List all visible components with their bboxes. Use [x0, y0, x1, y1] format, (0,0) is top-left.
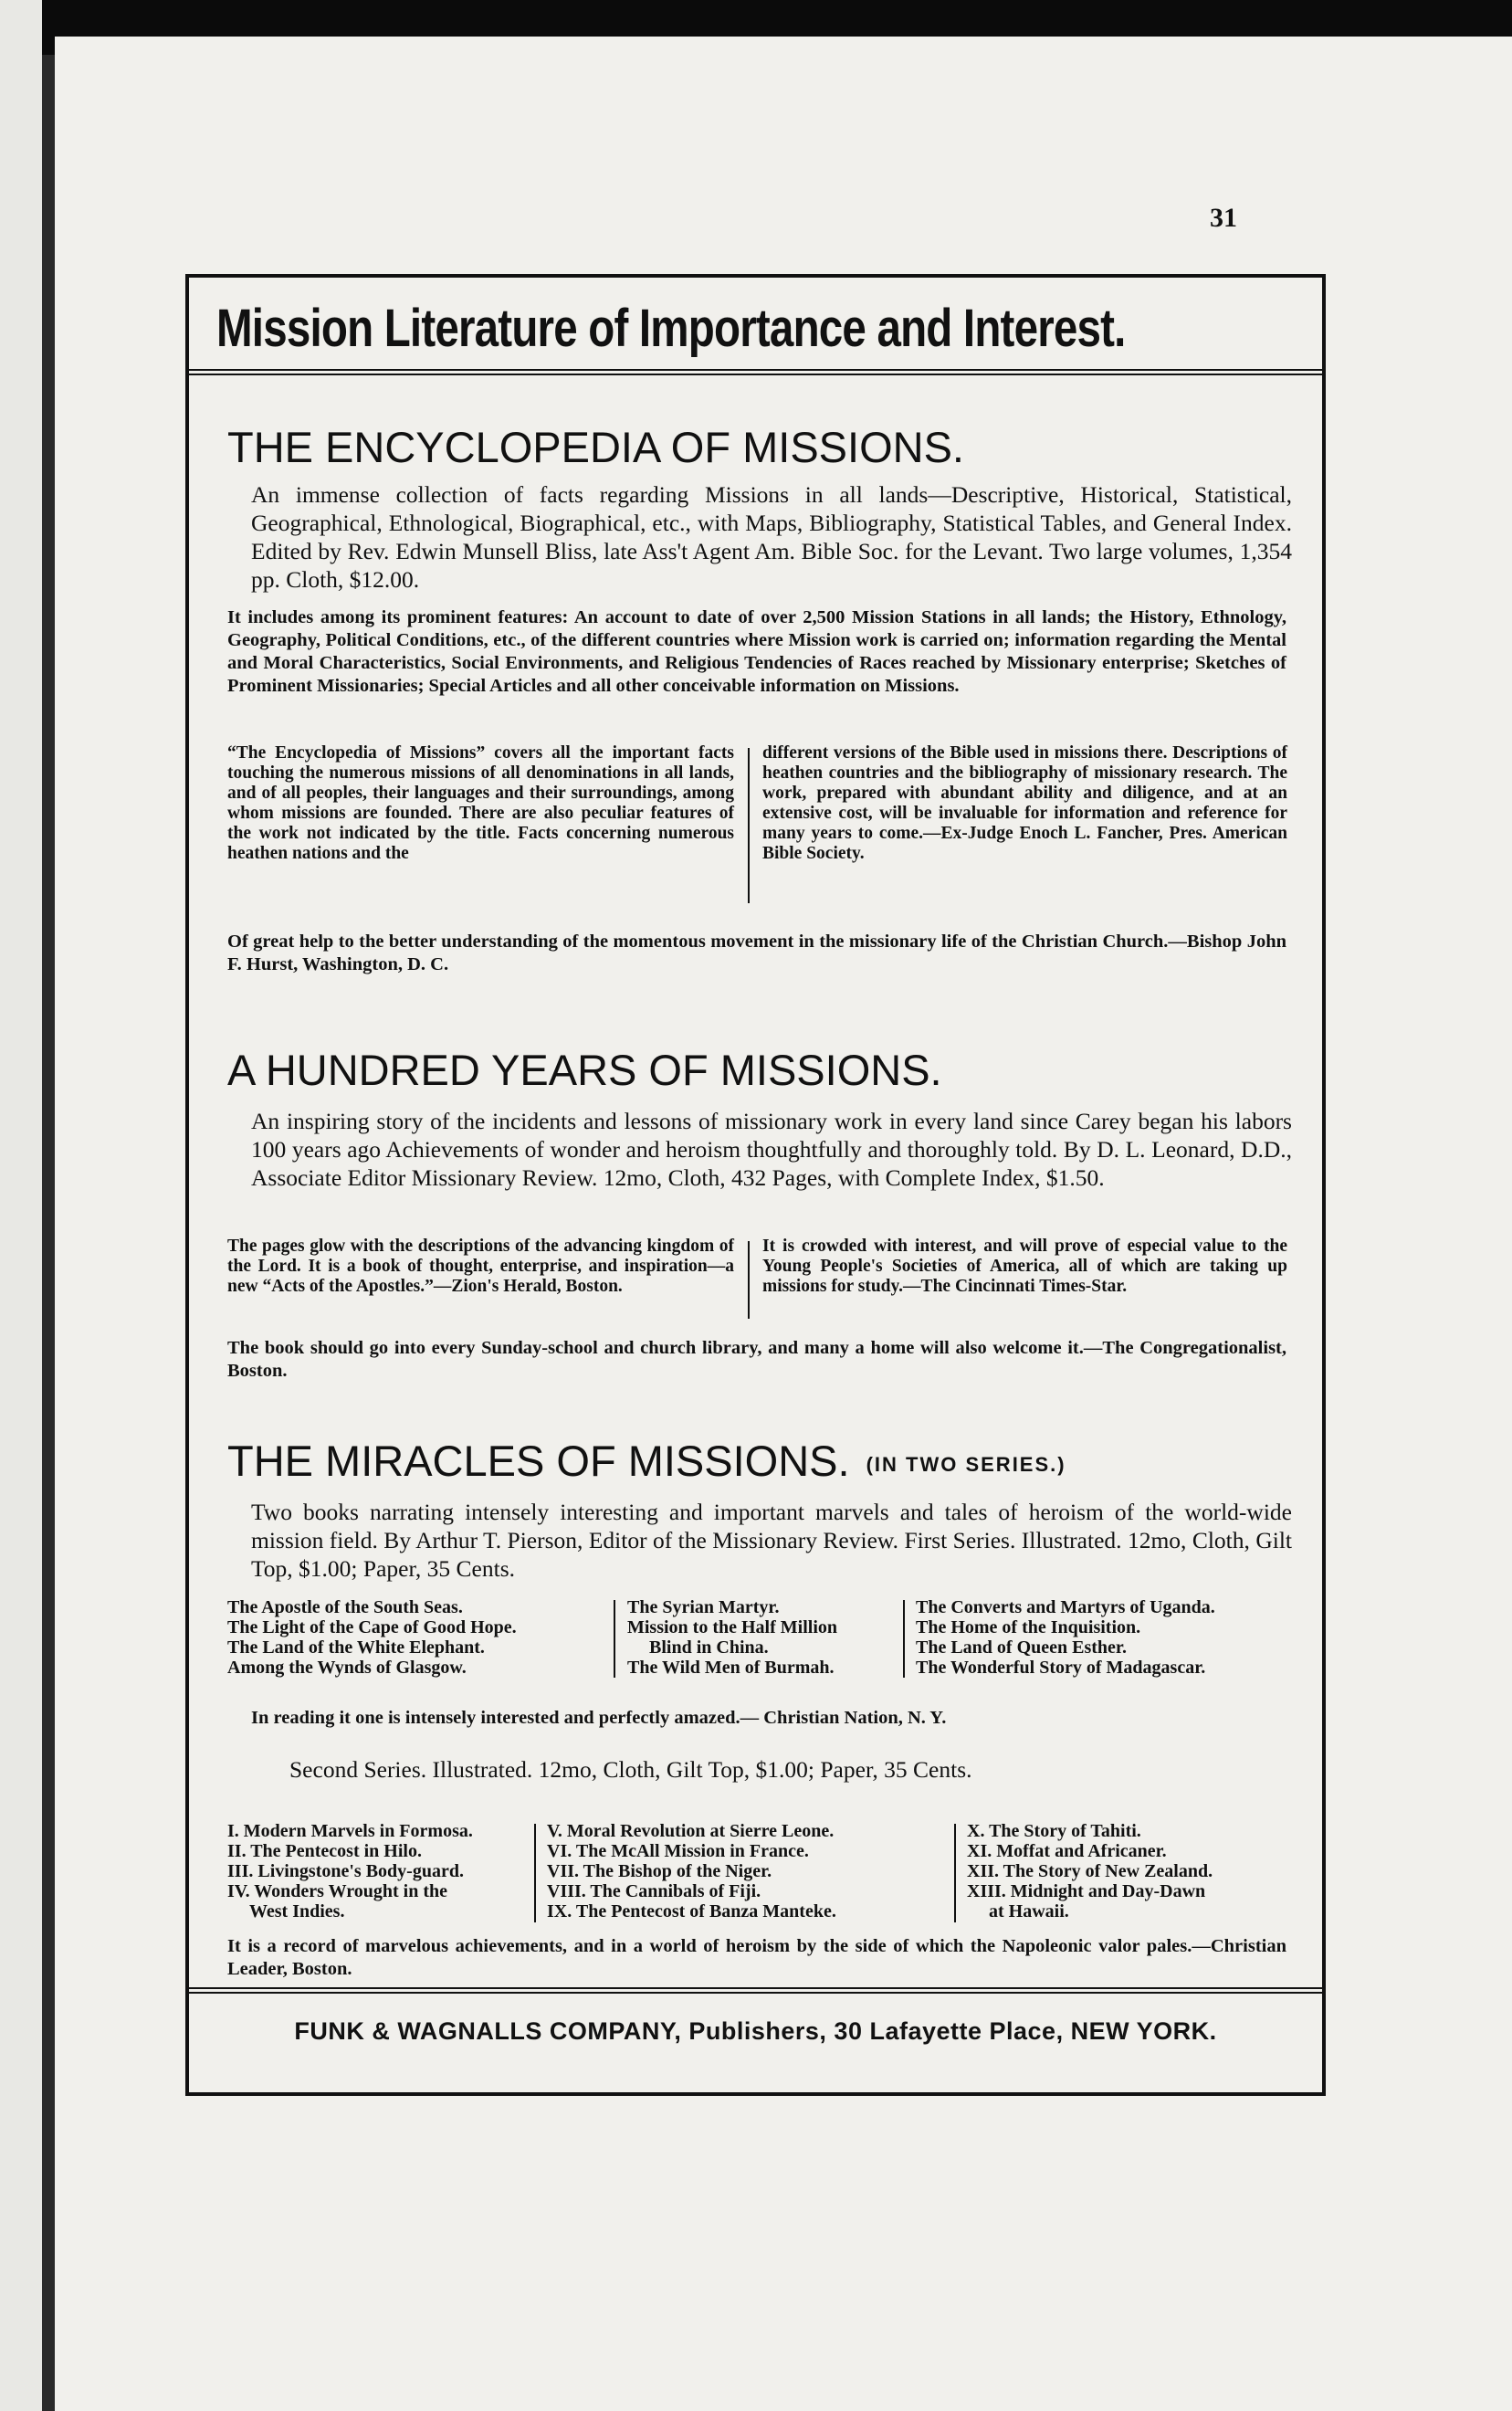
- column-divider: [903, 1600, 905, 1678]
- footer-rule: [189, 1987, 1322, 1994]
- list-item: Among the Wynds of Glasgow.: [227, 1658, 467, 1678]
- column-divider: [614, 1600, 615, 1678]
- publisher-footer: FUNK & WAGNALLS COMPANY, Publishers, 30 Lafayette Place, NEW YORK.: [294, 2017, 1217, 2045]
- list-item: VI. The McAll Mission in France.: [547, 1841, 809, 1861]
- second-series-list-1: [227, 1821, 473, 1921]
- list-item: XII. The Story of New Zealand.: [967, 1861, 1213, 1881]
- masthead: [189, 278, 1322, 375]
- encyclopedia-features: It includes among its prominent features: An account to date of over 2,500 Mission Stations in all lands; the History, Ethnology, Geography, Political Conditions, etc., of the different countries where Mission work is carried on; information regarding the Mental and Moral Characteristics, Social Environments, and Religious Tendencies of Races reached by Missionary enterprise; Sketches of Prominent Missionaries; Special Articles and all other conceivable information on Missions.: [227, 607, 1286, 696]
- list-item: I. Modern Marvels in Formosa.: [227, 1821, 473, 1841]
- hundred-years-review-left: The pages glow with the descriptions of the advancing kingdom of the Lord. It is a book of thought, enterprise, and inspiration—a new “Acts of the Apostles.”—Zion's Herald, Boston.: [227, 1237, 734, 1296]
- list-item: The Converts and Martyrs of Uganda.: [916, 1597, 1215, 1617]
- encyclopedia-quote: Of great help to the better understanding of the momentous movement in the missionary life of the Christian Church.—Bishop John F. Hurst, Washington, D. C.: [227, 932, 1286, 974]
- second-series-details: Second Series. Illustrated. 12mo, Cloth, Gilt Top, $1.00; Paper, 35 Cents.: [289, 1756, 972, 1783]
- list-item: IV. Wonders Wrought in the: [227, 1881, 448, 1901]
- list-item: V. Moral Revolution at Sierre Leone.: [547, 1821, 835, 1841]
- list-item: at Hawaii.: [989, 1901, 1069, 1921]
- column-divider: [748, 1241, 750, 1319]
- encyclopedia-review-left: “The Encyclopedia of Missions” covers all the important facts touching the numerous missions of all denominations in all lands, and of all peoples, their languages and their surroundings, among whom missions are founded. There are also peculiar features of the work not indicated by the title. Facts concerning numerous heathen nations and the: [227, 743, 734, 863]
- column-divider: [534, 1824, 536, 1922]
- list-item: IX. The Pentecost of Banza Manteke.: [547, 1901, 836, 1921]
- encyclopedia-title: THE ENCYCLOPEDIA OF MISSIONS.: [227, 423, 964, 471]
- list-item: The Wonderful Story of Madagascar.: [916, 1658, 1206, 1678]
- miracles-series-tag: (IN TWO SERIES.): [866, 1452, 1066, 1476]
- binding-spine: [42, 55, 55, 2411]
- second-series-quote: It is a record of marvelous achievements, and in a world of heroism by the side of which the Napoleonic valor pales.—Christian Leader, Boston.: [227, 1936, 1286, 1979]
- masthead-title: Mission Literature of Importance and Interest.: [216, 299, 1126, 358]
- second-series-list-3: [967, 1821, 1213, 1921]
- list-item: The Land of Queen Esther.: [916, 1637, 1127, 1658]
- first-series-list-2: [627, 1597, 837, 1678]
- list-item: III. Livingstone's Body-guard.: [227, 1861, 464, 1881]
- advertisement-frame: [185, 274, 1326, 2096]
- list-item: Mission to the Half Million: [627, 1617, 837, 1637]
- column-divider: [954, 1824, 956, 1922]
- list-item: The Land of the White Elephant.: [227, 1637, 485, 1658]
- miracles-title-line: [227, 1436, 1066, 1486]
- encyclopedia-review-right: different versions of the Bible used in missions there. Descriptions of heathen countries and the bibliography of missionary research. The work, prepared with abundant ability and diligence, and at an extensive cost, will be invaluable for information and reference for many years to come.—Ex-Judge Enoch L. Fancher, Pres. American Bible Society.: [762, 743, 1287, 863]
- list-item: X. The Story of Tahiti.: [967, 1821, 1141, 1841]
- first-series-quote: In reading it one is intensely interested and perfectly amazed.— Christian Nation, N. Y.: [251, 1708, 947, 1728]
- list-item: XIII. Midnight and Day-Dawn: [967, 1881, 1206, 1901]
- list-item: The Home of the Inquisition.: [916, 1617, 1141, 1637]
- second-series-list-2: [547, 1821, 836, 1921]
- list-item: Blind in China.: [649, 1637, 769, 1658]
- miracles-title: THE MIRACLES OF MISSIONS.: [227, 1437, 850, 1485]
- list-item: The Light of the Cape of Good Hope.: [227, 1617, 517, 1637]
- list-item: West Indies.: [249, 1901, 345, 1921]
- hundred-years-review-right: It is crowded with interest, and will prove of especial value to the Young People's Societies of America, all of which are taking up missions for study.—The Cincinnati Times-Star.: [762, 1237, 1287, 1296]
- list-item: The Syrian Martyr.: [627, 1597, 780, 1617]
- list-item: The Wild Men of Burmah.: [627, 1658, 835, 1678]
- hundred-years-title: A HUNDRED YEARS OF MISSIONS.: [227, 1046, 942, 1094]
- column-divider: [748, 748, 750, 903]
- list-item: II. The Pentecost in Hilo.: [227, 1841, 422, 1861]
- hundred-years-quote: The book should go into every Sunday-school and church library, and many a home will also welcome it.—The Congregationalist, Boston.: [227, 1338, 1286, 1381]
- hundred-years-description: An inspiring story of the incidents and lessons of missionary work in every land since Carey began his labors 100 years ago Achievements of wonder and heroism thoughtfully and thoroughly told. By D. L. Leonard, D.D., Associate Editor Missionary Review. 12mo, Cloth, 432 Pages, with Complete Index, $1.50.: [251, 1108, 1292, 1191]
- list-item: VIII. The Cannibals of Fiji.: [547, 1881, 761, 1901]
- first-series-list-3: [916, 1597, 1215, 1678]
- miracles-description: Two books narrating intensely interesting and important marvels and tales of heroism of the world-wide mission field. By Arthur T. Pierson, Editor of the Missionary Review. First Series. Illustrated. 12mo, Cloth, Gilt Top, $1.00; Paper, 35 Cents.: [251, 1499, 1292, 1582]
- list-item: XI. Moffat and Africaner.: [967, 1841, 1167, 1861]
- encyclopedia-description: An immense collection of facts regarding Missions in all lands—Descriptive, Historical, Statistical, Geographical, Ethnological, Biographical, etc., with Maps, Bibliography, Statistical Tables, and General Index. Edited by Rev. Edwin Munsell Bliss, late Ass't Agent Am. Bible Soc. for the Levant. Two large volumes, 1,354 pp. Cloth, $12.00.: [251, 481, 1292, 593]
- first-series-list-1: [227, 1597, 517, 1678]
- list-item: The Apostle of the South Seas.: [227, 1597, 463, 1617]
- list-item: VII. The Bishop of the Niger.: [547, 1861, 772, 1881]
- page-number: 31: [1210, 203, 1237, 233]
- left-page-edge: [0, 0, 42, 2411]
